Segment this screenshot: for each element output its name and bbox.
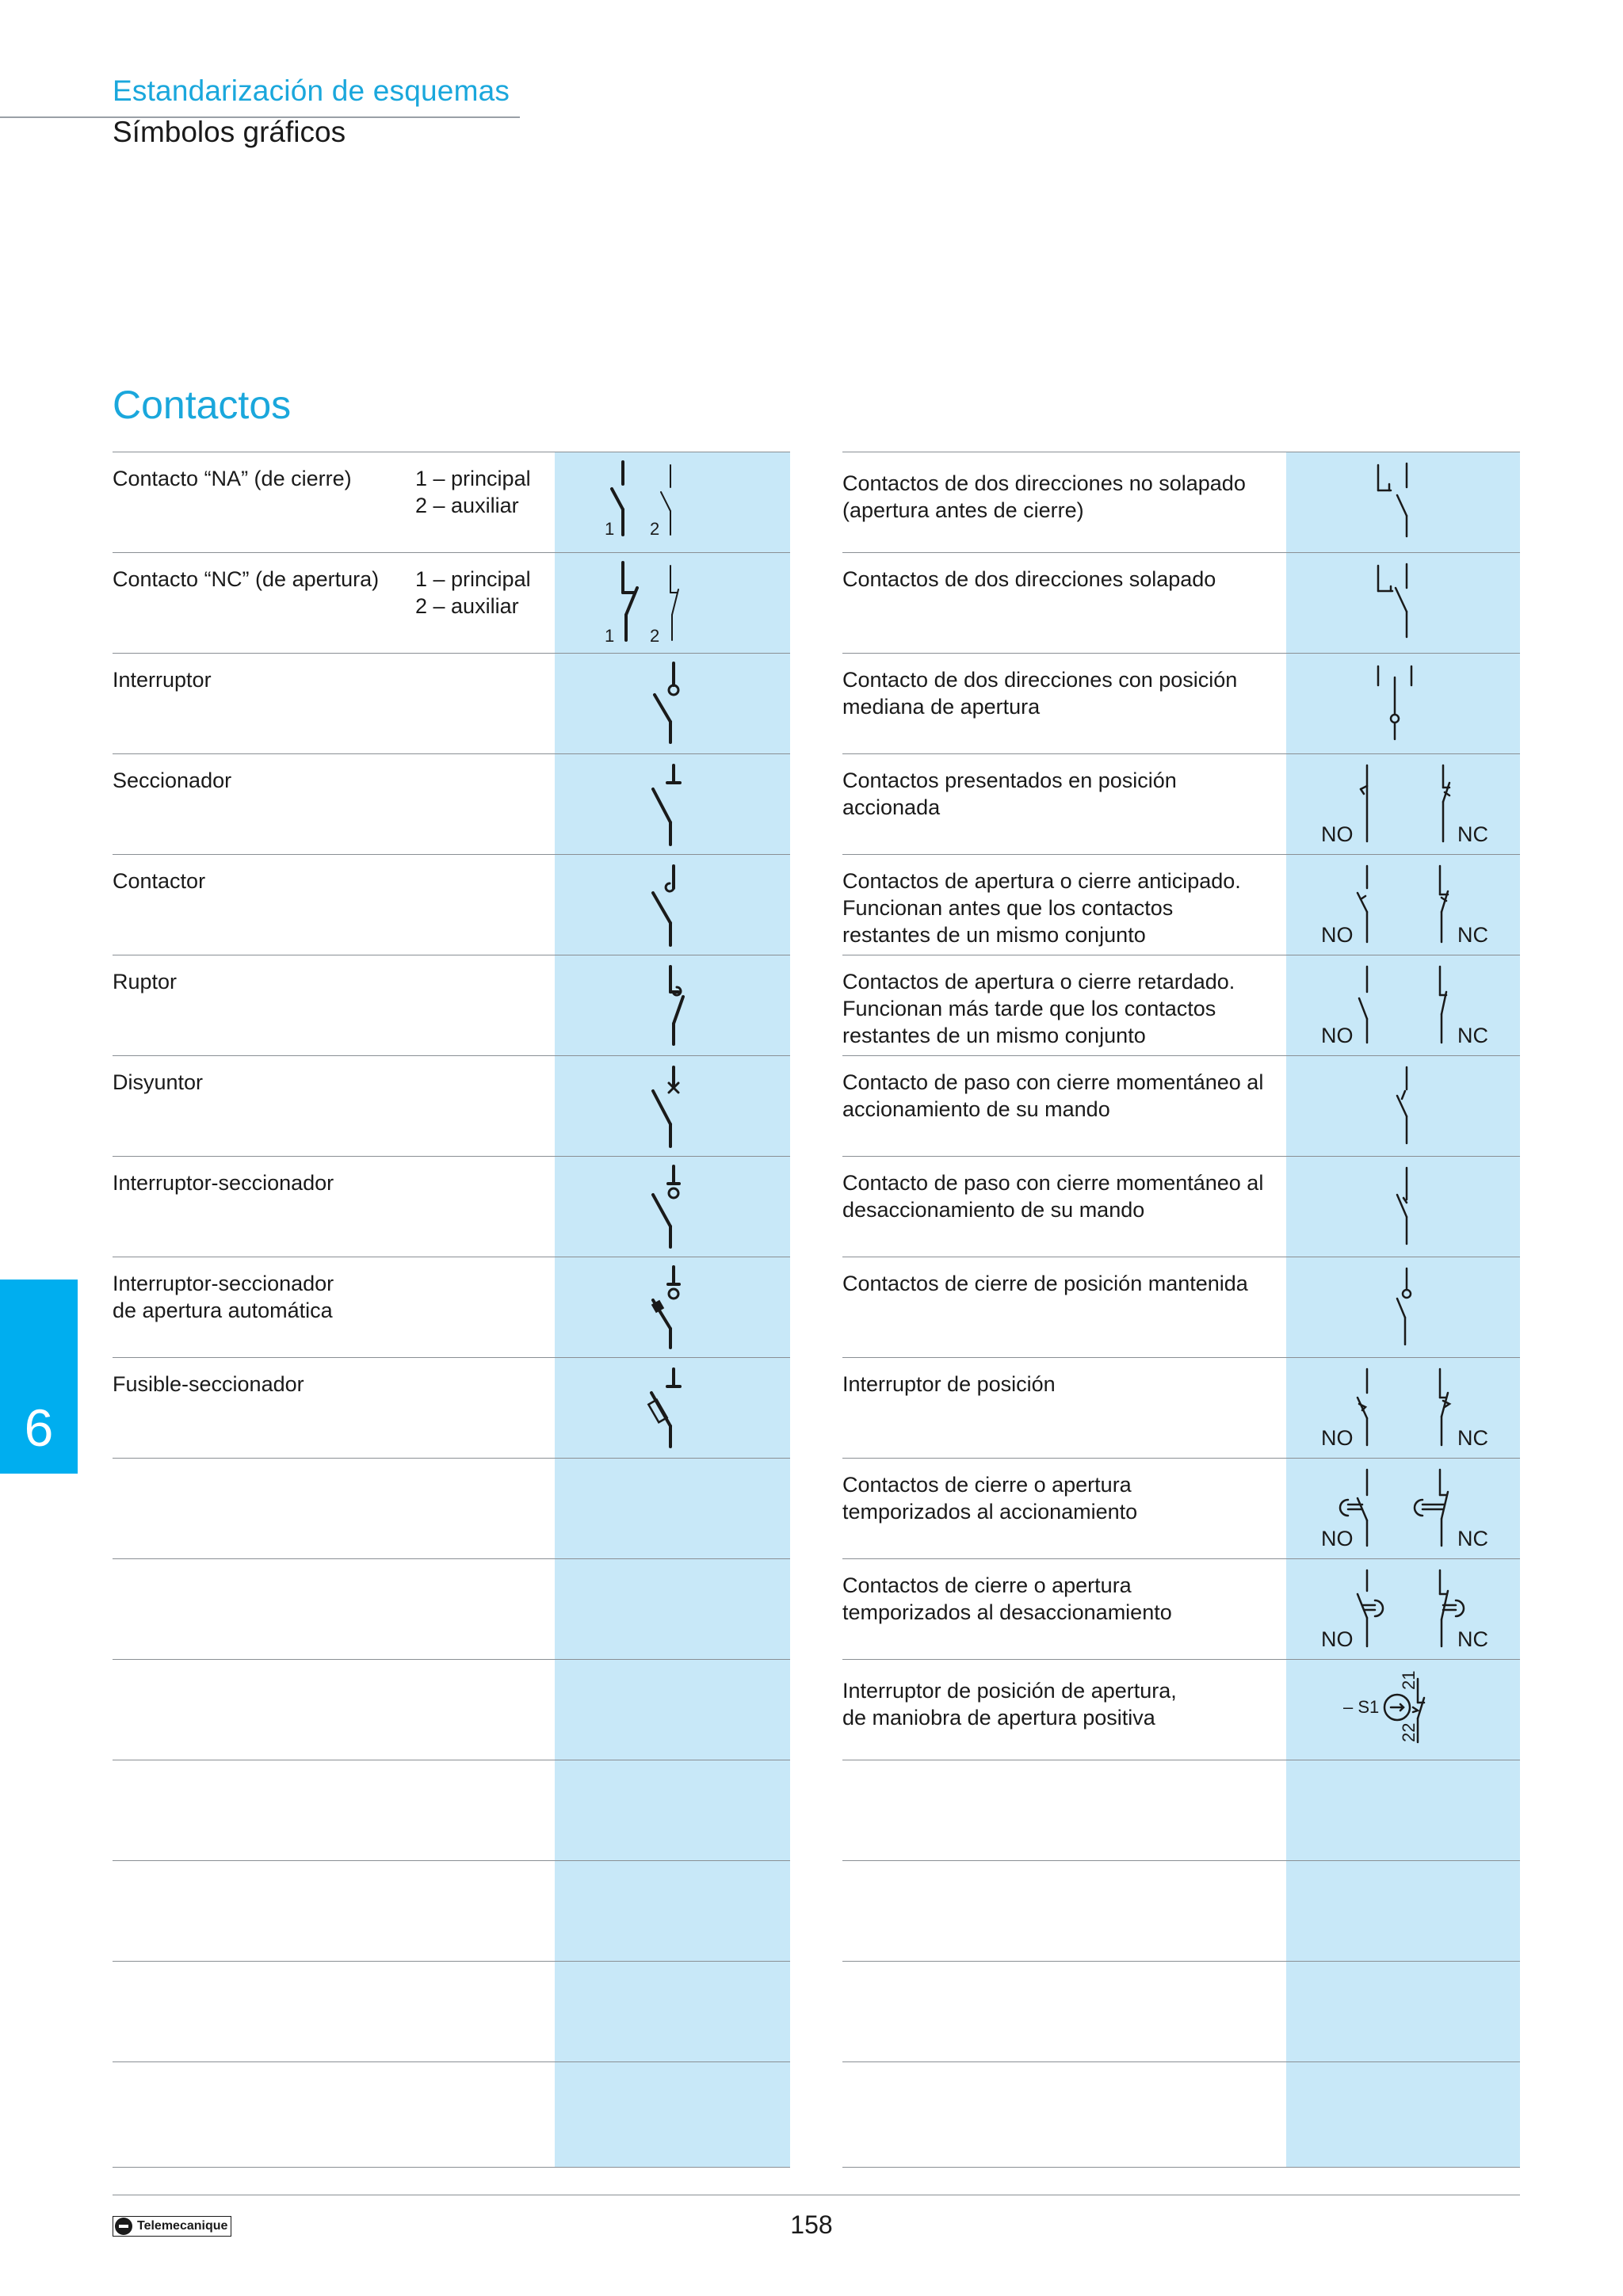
table-row xyxy=(113,452,790,552)
section-title: Estandarización de esquemas xyxy=(113,74,510,107)
row-label: Interruptor-seccionador xyxy=(113,1171,334,1195)
table-row xyxy=(113,1458,790,1558)
row-label: Contactos de apertura o cierre retardado. Funcionan más tarde que los contactos restantes de un mismo conjunto xyxy=(842,970,1235,1047)
switch-symbol xyxy=(555,654,790,754)
table-row xyxy=(113,1156,790,1257)
table-row xyxy=(113,1055,790,1156)
device-tag: – S1 xyxy=(1343,1697,1380,1717)
row-label: Seccionador xyxy=(113,769,232,792)
row-label: Contacto de paso con cierre momentáneo al accionamiento de su mando xyxy=(842,1070,1264,1121)
table-row xyxy=(842,452,1520,552)
no-tag: NO xyxy=(1321,1426,1354,1450)
table-row xyxy=(113,1257,790,1357)
no-tag: NO xyxy=(1321,1527,1354,1550)
nc-tag: NC xyxy=(1457,822,1488,846)
row-note: 1 – principal 2 – auxiliar xyxy=(415,567,531,618)
breaker-symbol xyxy=(555,955,790,1056)
row-label: Contactos de cierre de posición mantenida xyxy=(842,1272,1248,1295)
terminal-mark: 2 xyxy=(650,519,660,539)
row-note: 1 – principal 2 – auxiliar xyxy=(415,467,531,517)
table-row xyxy=(842,753,1520,854)
table-row xyxy=(113,955,790,1055)
changeover-nonoverlap-symbol xyxy=(1286,452,1520,553)
row-label: Ruptor xyxy=(113,970,178,994)
row-label: Contacto “NC” (de apertura) xyxy=(113,567,380,591)
table-row xyxy=(842,1458,1520,1558)
row-label: Fusible-seccionador xyxy=(113,1372,304,1396)
terminal-mark: 2 xyxy=(650,626,660,646)
row-label: Contactos presentados en posición accionada xyxy=(842,769,1177,819)
no-tag: NO xyxy=(1321,822,1354,846)
passing-contact-actuation-symbol xyxy=(1286,1056,1520,1157)
table-row xyxy=(842,1860,1520,1961)
nc-contact-symbol xyxy=(555,553,790,654)
table-row xyxy=(113,1659,790,1760)
row-label: Contacto de paso con cierre momentáneo al desaccionamiento de su mando xyxy=(842,1171,1264,1222)
table-row xyxy=(113,753,790,854)
row-label: Contactos de dos direcciones solapado xyxy=(842,567,1216,591)
table-row xyxy=(842,1760,1520,1860)
late-contacts-symbol xyxy=(1286,955,1520,1056)
table-row xyxy=(113,552,790,653)
nc-tag: NC xyxy=(1457,1426,1488,1450)
row-label: Interruptor-seccionador de apertura automática xyxy=(113,1272,334,1322)
table-row xyxy=(842,1156,1520,1257)
nc-tag: NC xyxy=(1457,923,1488,947)
auto-switch-disconnector-symbol xyxy=(555,1257,790,1358)
table-row xyxy=(842,2061,1520,2162)
row-label: Interruptor de posición xyxy=(842,1372,1056,1396)
row-label: Interruptor de posición de apertura, de maniobra de apertura positiva xyxy=(842,1679,1177,1730)
no-tag: NO xyxy=(1321,923,1354,947)
table-bottom-rule xyxy=(113,2167,790,2168)
table-row xyxy=(842,1558,1520,1659)
table-row xyxy=(842,1659,1520,1760)
terminal-mark: 1 xyxy=(605,519,615,539)
changeover-center-off-symbol xyxy=(1286,654,1520,754)
table-row xyxy=(842,955,1520,1055)
off-delay-contacts-symbol xyxy=(1286,1559,1520,1660)
contactor-symbol xyxy=(555,855,790,955)
positive-opening-switch-symbol xyxy=(1286,1660,1520,1760)
table-row xyxy=(113,1357,790,1458)
row-label: Contacto de dos direcciones con posición mediana de apertura xyxy=(842,668,1238,719)
section-subtitle: Símbolos gráficos xyxy=(113,116,346,148)
terminal-mark: 22 xyxy=(1399,1722,1419,1742)
table-row xyxy=(842,1961,1520,2061)
no-tag: NO xyxy=(1321,1627,1354,1651)
changeover-overlap-symbol xyxy=(1286,553,1520,654)
early-contacts-symbol xyxy=(1286,855,1520,955)
switch-disconnector-symbol xyxy=(555,1157,790,1257)
table-bottom-rule xyxy=(842,2167,1520,2168)
page-heading: Contactos xyxy=(113,383,292,427)
brand-name: Telemecanique xyxy=(137,2219,228,2233)
table-row xyxy=(113,1860,790,1961)
table-row xyxy=(842,1257,1520,1357)
maintained-contact-symbol xyxy=(1286,1257,1520,1358)
circuit-breaker-symbol xyxy=(555,1056,790,1157)
na-contact-symbol xyxy=(555,452,790,553)
chapter-number: 6 xyxy=(24,1398,54,1457)
table-row xyxy=(113,2061,790,2162)
row-label: Contactos de cierre o apertura temporizados al accionamiento xyxy=(842,1473,1138,1524)
table-row xyxy=(842,1357,1520,1458)
actuated-contacts-symbol xyxy=(1286,754,1520,855)
table-row xyxy=(842,1055,1520,1156)
no-tag: NO xyxy=(1321,1024,1354,1047)
nc-tag: NC xyxy=(1457,1527,1488,1550)
page-number: 158 xyxy=(790,2210,833,2239)
nc-tag: NC xyxy=(1457,1024,1488,1047)
passing-contact-release-symbol xyxy=(1286,1157,1520,1257)
table-row xyxy=(113,1961,790,2061)
terminal-mark: 1 xyxy=(605,626,615,646)
chapter-tab xyxy=(0,1280,78,1474)
fuse-disconnector-symbol xyxy=(555,1358,790,1459)
table-row xyxy=(113,653,790,753)
table-row xyxy=(842,552,1520,653)
terminal-mark: 21 xyxy=(1399,1670,1419,1690)
table-row xyxy=(842,653,1520,753)
row-label: Contacto “NA” (de cierre) xyxy=(113,467,352,490)
row-label: Contactor xyxy=(113,869,206,893)
on-delay-contacts-symbol xyxy=(1286,1459,1520,1559)
disconnector-symbol xyxy=(555,754,790,855)
table-row xyxy=(113,854,790,955)
position-switch-symbol xyxy=(1286,1358,1520,1459)
table-row xyxy=(113,1558,790,1659)
row-label: Disyuntor xyxy=(113,1070,204,1094)
row-label: Interruptor xyxy=(113,668,212,692)
row-label: Contactos de apertura o cierre anticipado. Funcionan antes que los contactos restantes de un mismo conjunto xyxy=(842,869,1241,947)
row-label: Contactos de cierre o apertura temporizados al desaccionamiento xyxy=(842,1573,1172,1624)
table-row xyxy=(113,1760,790,1860)
nc-tag: NC xyxy=(1457,1627,1488,1651)
table-row xyxy=(842,854,1520,955)
row-label: Contactos de dos direcciones no solapado (apertura antes de cierre) xyxy=(842,471,1246,522)
